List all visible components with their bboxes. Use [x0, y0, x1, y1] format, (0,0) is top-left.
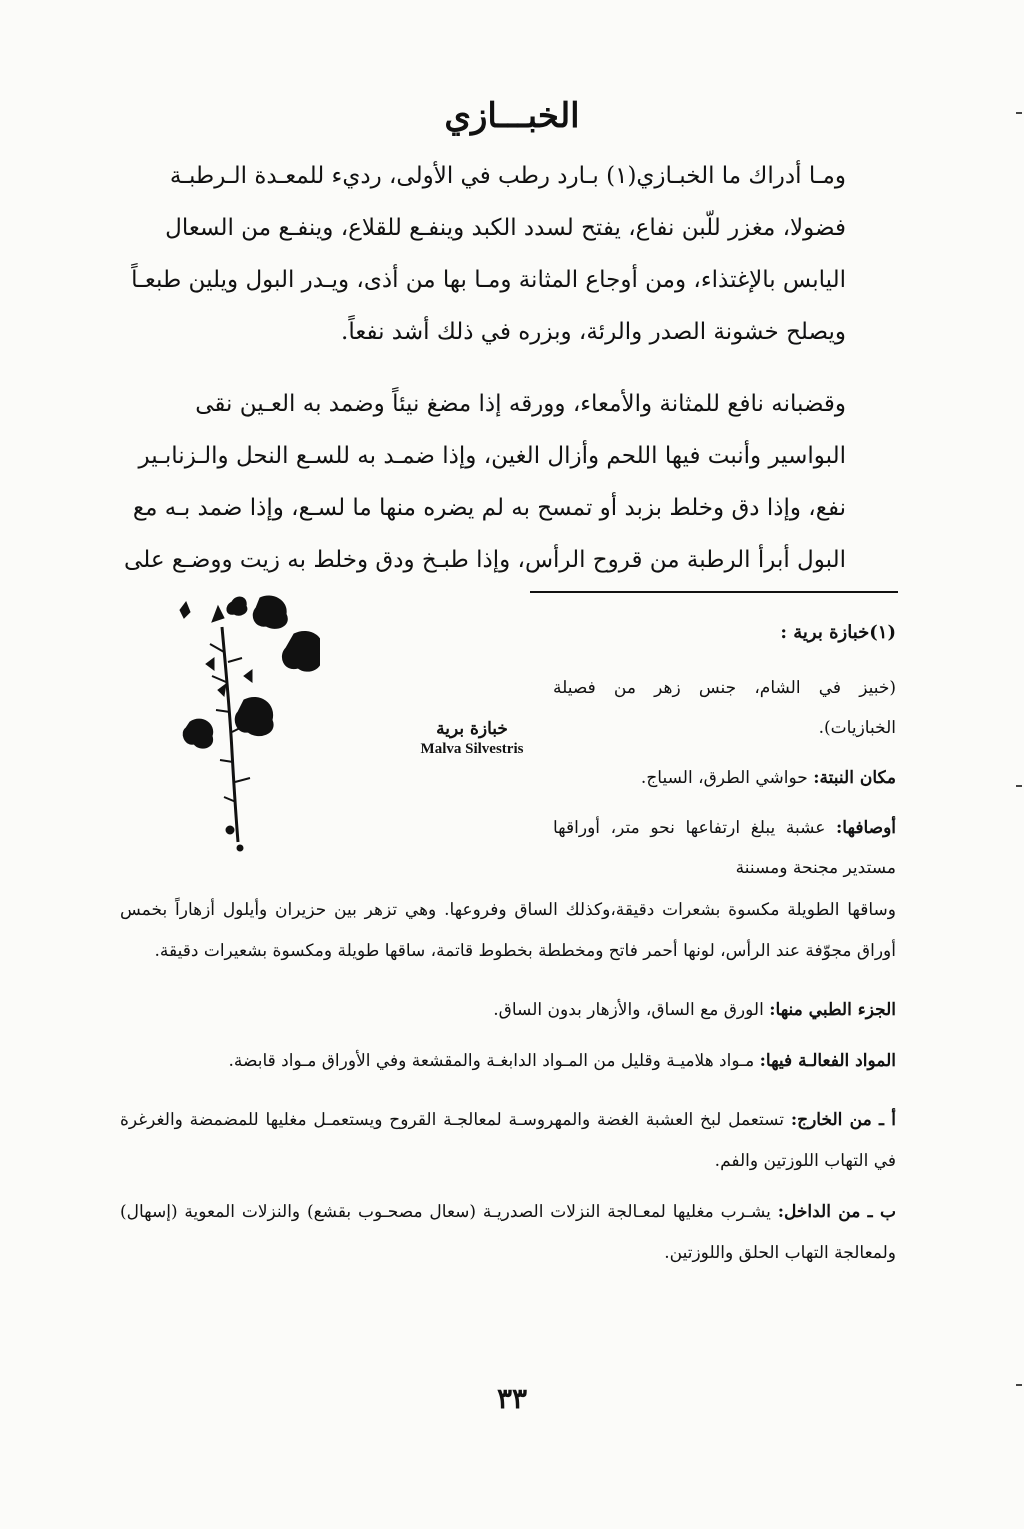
- mallow-plant-illustration: [160, 592, 320, 862]
- main-line: نفع، وإذا دق وخلط بزبد أو تمسح به لم يضره منها ما لسـع، وإذا ضمد بـه مع: [132, 495, 846, 521]
- main-line: ومـا أدراك ما الخبـازي(١) بـارد رطب في الأولى، رديء للمعـدة الـرطبـة: [169, 163, 846, 189]
- page-number: ٣٣: [496, 1382, 528, 1415]
- main-line: وقضبانه نافع للمثانة والأمعاء، وورقه إذا مضغ نيئاً وضمد به العـين نقى: [195, 391, 846, 417]
- footnote-description-continued: وساقها الطويلة مكسوة بشعرات دقيقة،وكذلك الساق وفروعها. وهي تزهر بين حزيران وأيلول أزهاراً بخمس أوراق مجوّفة عند الرأس، لونها أحمر فاتح ومخططة بخطوط قاتمة، ساقها طويلة ومكسوة بشعيرات دقيقة.: [120, 900, 896, 961]
- active-text: مـواد هلاميـة وقليل من المـواد الدابغـة والمقشعة وفي الأوراق مـواد قابضة.: [228, 1051, 755, 1071]
- footnote-active-substances: [120, 1041, 896, 1082]
- habitat-label: مكان النبتة:: [813, 768, 896, 788]
- footnote-external-use: [120, 1100, 896, 1182]
- footnote-habitat: [553, 758, 896, 798]
- footnote-internal-use: [120, 1192, 896, 1274]
- main-line: فضولا، مغزر للّبن نفاع، يفتح لسدد الكبد وينفـع للقلاع، وينفـع من السعال: [165, 215, 846, 241]
- footnote-heading: (١)خبازة برية :: [780, 622, 896, 643]
- margin-mark: [1016, 1384, 1022, 1386]
- margin-mark: [1016, 785, 1022, 787]
- footnote-side-column: [553, 668, 896, 888]
- footnote-medicinal-part: [120, 990, 896, 1031]
- external-label: أ ـ من الخارج:: [790, 1110, 896, 1130]
- part-label: الجزء الطبي منها:: [769, 1000, 896, 1020]
- footnote-full-width: [120, 890, 896, 1274]
- main-text: [118, 150, 846, 586]
- figure-caption-latin: Malva Silvestris: [420, 741, 524, 757]
- active-label: المواد الفعالـة فيها:: [759, 1051, 896, 1071]
- footnote-names: (خبيز في الشام، جنس زهر من فصيلة الخبازيات).: [553, 678, 896, 738]
- description-label: أوصافها:: [836, 818, 896, 838]
- part-text: الورق مع الساق، والأزهار بدون الساق.: [493, 1000, 764, 1020]
- main-line: اليابس بالإغتذاء، ومن أوجاع المثانة ومـا بها من أذى، ويـدر البول ويلين طبعـاً: [131, 267, 846, 293]
- main-line: البواسير وأنبت فيها اللحم وأزال الغين، وإذا ضمـد به للسـع النحل والـزنابـير: [138, 443, 846, 469]
- figure-caption-arabic: خبازة برية: [436, 719, 508, 739]
- internal-label: ب ـ من الداخل:: [777, 1202, 896, 1222]
- page-title: الخبـــازي: [444, 96, 580, 136]
- main-line: ويصلح خشونة الصدر والرئة، وبزره في ذلك أشد نفعاً.: [341, 319, 846, 345]
- footnote-separator: [530, 591, 898, 593]
- main-line: البول أبرأ الرطبة من قروح الرأس، وإذا طبـخ ودق وخلط به زيت ووضـع على: [124, 547, 846, 573]
- figure-caption: [402, 718, 542, 758]
- margin-mark: [1016, 112, 1022, 114]
- external-text: تستعمل لبخ العشبة الغضة والمهروسـة لمعالجـة القروح ويستعمـل مغليها للمضمضة والغرغرة في التهاب اللوزتين والفم.: [120, 1110, 896, 1171]
- habitat-text: حواشي الطرق، السياج.: [640, 768, 808, 788]
- internal-text: يشـرب مغليها لمعـالجة النزلات الصدريـة (سعال مصحـوب بقشع) والنزلات المعوية (إسهال) ولمعالجة التهاب الحلق واللوزتين.: [120, 1202, 896, 1263]
- footnote-description-start: [553, 808, 896, 888]
- description-text: عشبة يبلغ ارتفاعها نحو متر، أوراقها مستدير مجنحة ومسننة: [553, 818, 896, 878]
